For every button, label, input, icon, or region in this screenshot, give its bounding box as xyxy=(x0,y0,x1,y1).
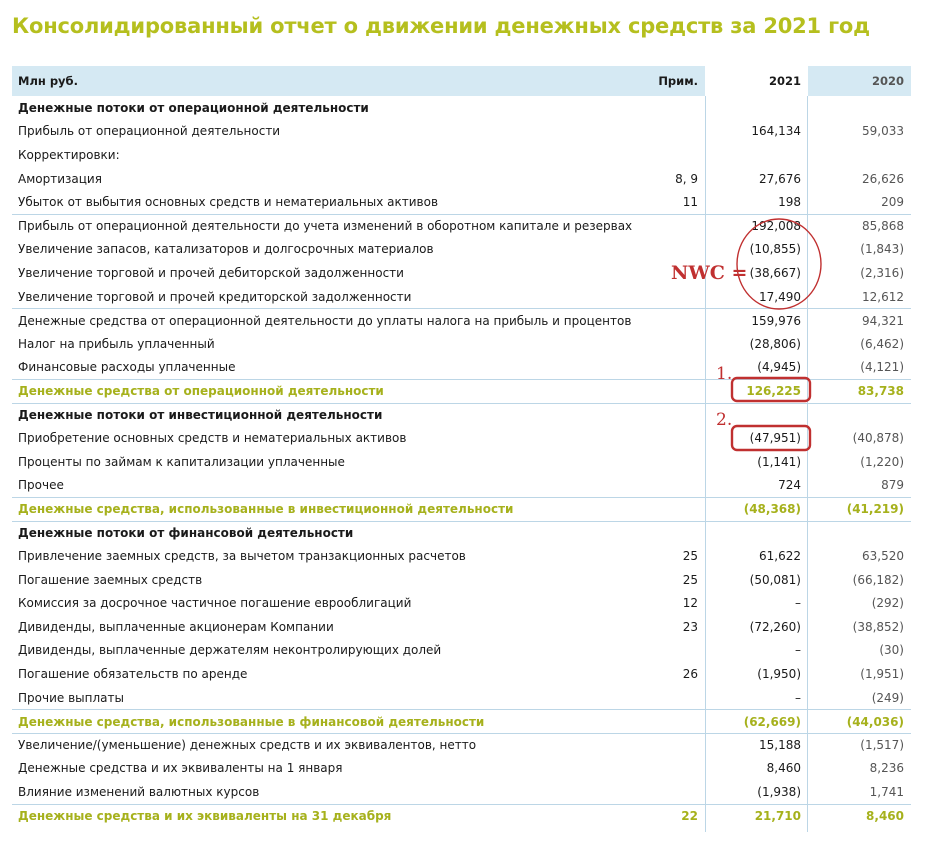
table-row xyxy=(12,544,911,568)
section-heading-row xyxy=(12,403,911,427)
table-row xyxy=(12,120,911,144)
row-label: Денежные средства, использованные в инвестиционной деятельности xyxy=(18,502,514,517)
row-value-2020: 83,738 xyxy=(857,384,904,399)
row-value-2021: 8,460 xyxy=(766,761,801,776)
row-note xyxy=(612,356,698,380)
row-note: 8, 9 xyxy=(675,171,698,186)
table-row xyxy=(12,474,911,498)
table-row xyxy=(12,568,911,592)
row-label: Денежные средства и их эквиваленты на 1 января xyxy=(18,761,343,776)
row-value-2021: (48,368) xyxy=(743,502,801,517)
row-note xyxy=(612,780,698,804)
row-note: 11 xyxy=(682,195,698,210)
row-label: Денежные потоки от финансовой деятельности xyxy=(18,525,354,540)
row-note: 25 xyxy=(682,572,698,587)
row-value-2020: 8,236 xyxy=(869,761,904,776)
row-label: Денежные средства, использованные в финансовой деятельности xyxy=(18,714,485,729)
row-label: Финансовые расходы уплаченные xyxy=(18,360,236,375)
row-value-2020: 94,321 xyxy=(862,313,904,328)
row-value-2020: (4,121) xyxy=(860,360,904,375)
row-note xyxy=(612,238,698,262)
total-row xyxy=(12,804,911,828)
annotation-mark-2: 2. xyxy=(716,410,733,430)
row-value-2020: (1,843) xyxy=(860,242,904,257)
row-value-2020: 12,612 xyxy=(862,289,904,304)
row-value-2021: 724 xyxy=(778,478,801,493)
row-value-2021 xyxy=(705,96,801,120)
row-label: Прибыль от операционной деятельности до учета изменений в оборотном капитале и резервах xyxy=(18,219,633,234)
row-label: Денежные потоки от операционной деятельности xyxy=(18,100,369,115)
row-note: 12 xyxy=(682,596,698,611)
table-row xyxy=(12,332,911,356)
row-label: Увеличение торговой и прочей кредиторской задолженности xyxy=(18,289,412,304)
row-note xyxy=(612,734,698,757)
row-note xyxy=(612,215,698,238)
row-value-2020: 59,033 xyxy=(862,124,904,139)
row-label: Привлечение заемных средств, за вычетом транзакционных расчетов xyxy=(18,549,466,564)
row-label: Погашение заемных средств xyxy=(18,572,203,587)
row-label: Налог на прибыль уплаченный xyxy=(18,336,215,351)
table-row xyxy=(12,143,911,167)
row-value-2020: 1,741 xyxy=(869,785,904,800)
row-note: 23 xyxy=(682,619,698,634)
row-value-2020: (6,462) xyxy=(860,336,904,351)
row-label: Увеличение/(уменьшение) денежных средств и их эквивалентов, нетто xyxy=(18,738,477,753)
row-label: Увеличение торговой и прочей дебиторской задолженности xyxy=(18,265,404,280)
row-note xyxy=(612,309,698,332)
row-label: Погашение обязательств по аренде xyxy=(18,667,248,682)
section-heading-row xyxy=(12,96,911,120)
row-value-2021: 192,008 xyxy=(751,219,801,234)
row-value-2020: 63,520 xyxy=(862,549,904,564)
table-row xyxy=(12,757,911,781)
page-title: Консолидированный отчет о движении денежных средств за 2021 год xyxy=(12,14,870,38)
row-label: Комиссия за досрочное частичное погашение еврооблигаций xyxy=(18,596,412,611)
table-row xyxy=(12,285,911,309)
row-value-2020: (292) xyxy=(871,596,904,611)
row-value-2021: – xyxy=(795,643,801,658)
row-value-2020: (38,852) xyxy=(852,619,904,634)
row-label: Прочее xyxy=(18,478,64,493)
table-row xyxy=(12,662,911,686)
row-note: 22 xyxy=(681,809,698,824)
row-value-2020: (1,220) xyxy=(860,454,904,469)
table-row xyxy=(12,639,911,663)
section-heading-row xyxy=(12,521,911,545)
row-value-2021: 164,134 xyxy=(751,124,801,139)
table-row xyxy=(12,214,911,238)
row-note xyxy=(612,474,698,498)
total-row xyxy=(12,497,911,521)
row-label: Дивиденды, выплаченные держателям неконтролирующих долей xyxy=(18,643,442,658)
row-value-2020 xyxy=(809,404,904,427)
row-value-2020 xyxy=(809,96,904,120)
row-value-2021: 15,188 xyxy=(759,738,801,753)
row-value-2021: (47,951) xyxy=(749,431,801,446)
row-value-2021: 27,676 xyxy=(759,171,801,186)
row-label: Денежные средства от операционной деятельности до уплаты налога на прибыль и процентов xyxy=(18,313,632,328)
row-label: Прибыль от операционной деятельности xyxy=(18,124,281,139)
nwc-annotation: NWC = xyxy=(671,262,748,284)
row-value-2020: 85,868 xyxy=(862,219,904,234)
row-note xyxy=(612,380,698,403)
row-label: Убыток от выбытия основных средств и нематериальных активов xyxy=(18,195,439,210)
table-row xyxy=(12,733,911,757)
row-label: Влияние изменений валютных курсов xyxy=(18,785,260,800)
row-value-2021: (72,260) xyxy=(749,619,801,634)
row-label: Прочие выплаты xyxy=(18,690,124,705)
row-note xyxy=(612,450,698,474)
row-value-2021: (10,855) xyxy=(749,242,801,257)
row-value-2021: (1,950) xyxy=(757,667,801,682)
row-value-2021: (1,938) xyxy=(757,785,801,800)
row-value-2020: (40,878) xyxy=(852,431,904,446)
row-value-2020: (249) xyxy=(871,690,904,705)
table-header xyxy=(12,66,911,96)
cash-flow-table xyxy=(12,66,911,827)
row-value-2020: 8,460 xyxy=(866,809,904,824)
row-value-2021: 21,710 xyxy=(754,809,801,824)
row-note xyxy=(612,404,698,427)
row-note xyxy=(612,686,698,710)
row-note: 26 xyxy=(682,667,698,682)
row-note xyxy=(612,285,698,309)
row-note xyxy=(612,120,698,144)
row-note xyxy=(612,639,698,663)
row-value-2021: (62,669) xyxy=(743,714,801,729)
row-note: 25 xyxy=(682,549,698,564)
row-label: Дивиденды, выплаченные акционерам Компании xyxy=(18,619,334,634)
header-year-2021: 2021 xyxy=(768,74,801,88)
header-unit: Млн руб. xyxy=(18,74,78,88)
header-year-2020: 2020 xyxy=(871,74,904,88)
table-row xyxy=(12,167,911,191)
row-note xyxy=(612,710,698,733)
row-note xyxy=(612,522,698,545)
table-row xyxy=(12,356,911,380)
row-value-2021 xyxy=(705,522,801,545)
row-label: Корректировки: xyxy=(18,147,120,162)
table-row xyxy=(12,450,911,474)
row-value-2021: 17,490 xyxy=(759,289,801,304)
table-row xyxy=(12,686,911,710)
row-value-2020: (66,182) xyxy=(852,572,904,587)
total-row xyxy=(12,379,911,403)
row-value-2020: (1,517) xyxy=(860,738,904,753)
row-value-2020: (1,951) xyxy=(860,667,904,682)
row-value-2021: 159,976 xyxy=(751,313,801,328)
row-value-2020: (2,316) xyxy=(860,265,904,280)
row-value-2021: 61,622 xyxy=(759,549,801,564)
table-row xyxy=(12,780,911,804)
annotation-mark-1: 1. xyxy=(716,364,733,384)
table-row xyxy=(12,190,911,214)
row-note xyxy=(612,426,698,450)
row-value-2021: 126,225 xyxy=(746,384,801,399)
row-label: Денежные потоки от инвестиционной деятельности xyxy=(18,408,383,423)
table-row xyxy=(12,591,911,615)
row-value-2020: (41,219) xyxy=(846,502,904,517)
row-value-2021: (1,141) xyxy=(757,454,801,469)
row-note xyxy=(612,143,698,167)
table-body xyxy=(12,96,911,827)
row-note xyxy=(612,498,698,521)
table-row xyxy=(12,426,911,450)
row-value-2020: (30) xyxy=(879,643,904,658)
header-note: Прим. xyxy=(658,74,698,88)
row-value-2020: 209 xyxy=(881,195,904,210)
row-value-2021: 198 xyxy=(778,195,801,210)
row-label: Проценты по займам к капитализации уплаченные xyxy=(18,454,345,469)
row-value-2021: (4,945) xyxy=(757,360,801,375)
row-value-2020 xyxy=(809,522,904,545)
row-value-2021: (50,081) xyxy=(749,572,801,587)
row-value-2021 xyxy=(705,143,801,167)
row-note xyxy=(612,757,698,781)
row-label: Увеличение запасов, катализаторов и долгосрочных материалов xyxy=(18,242,434,257)
row-note xyxy=(612,96,698,120)
table-row xyxy=(12,238,911,262)
row-label: Приобретение основных средств и нематериальных активов xyxy=(18,431,407,446)
total-row xyxy=(12,709,911,733)
table-row xyxy=(12,308,911,332)
row-note xyxy=(612,332,698,356)
row-value-2020: (44,036) xyxy=(846,714,904,729)
row-value-2020: 26,626 xyxy=(862,171,904,186)
row-value-2021: – xyxy=(795,690,801,705)
row-value-2020 xyxy=(809,143,904,167)
row-value-2021: (28,806) xyxy=(749,336,801,351)
table-row xyxy=(12,615,911,639)
row-label: Амортизация xyxy=(18,171,102,186)
row-value-2021: (38,667) xyxy=(749,265,801,280)
row-label: Денежные средства от операционной деятельности xyxy=(18,384,384,399)
row-label: Денежные средства и их эквиваленты на 31 декабря xyxy=(18,809,392,824)
row-value-2020: 879 xyxy=(881,478,904,493)
table-row xyxy=(12,261,911,285)
row-value-2021: – xyxy=(795,596,801,611)
